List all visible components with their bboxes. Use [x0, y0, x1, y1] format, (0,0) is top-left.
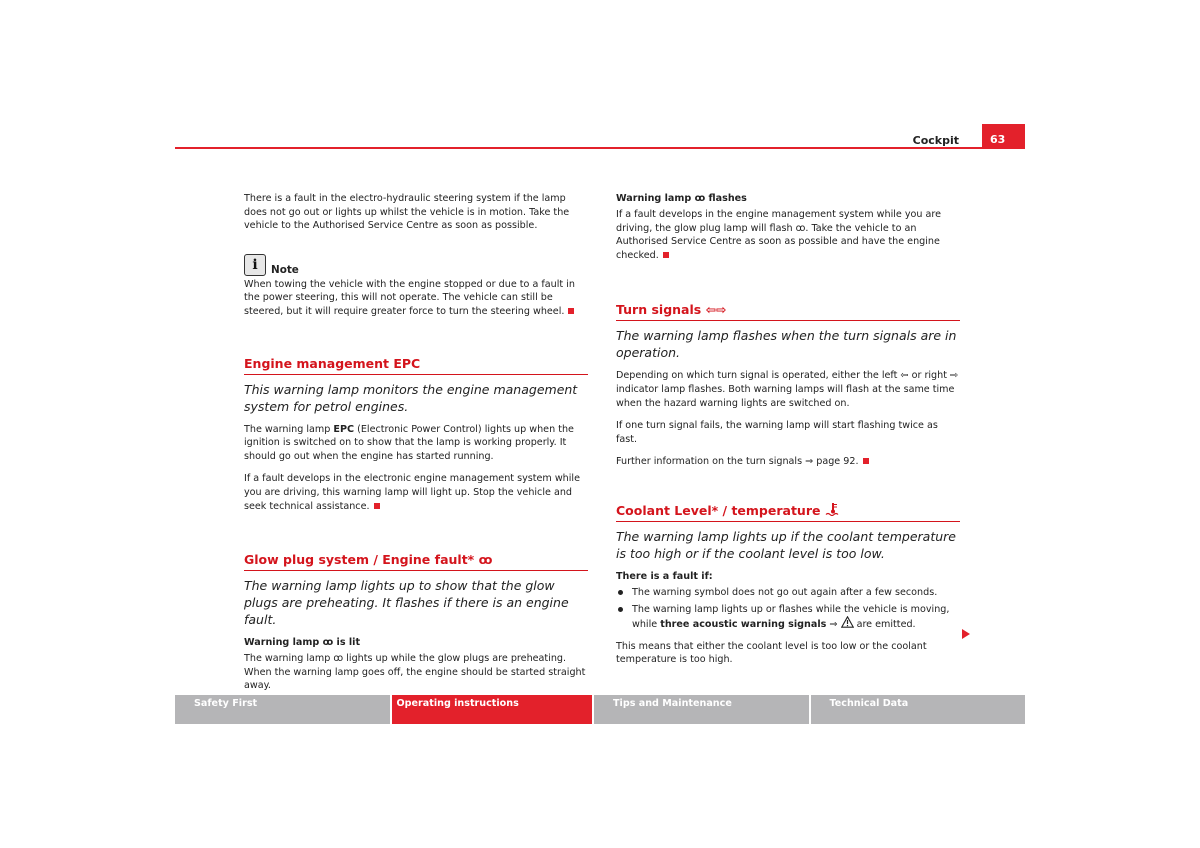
coolant-heading: Coolant Level* / temperature — [616, 502, 960, 522]
glow-lit-subheading: Warning lamp ꝏ is lit — [244, 637, 361, 649]
turn-right-icon: ⇨ — [950, 370, 959, 382]
note-header — [244, 254, 588, 276]
chapter-title: Cockpit — [912, 134, 959, 147]
info-icon: i — [244, 254, 266, 276]
engine-management-heading: Engine management EPC — [244, 356, 588, 375]
note-paragraph: When towing the vehicle with the engine stopped or due to a fault in the power steering, this will not operate. The vehicle can still be steered, but it will require greater force to turn the steering wheel. — [244, 278, 575, 317]
footer-tabs — [175, 695, 1025, 724]
turn-signals-paragraph: Depending on which turn signal is operated, either the left ⇦ or right ⇨ indicator lamp flashes. Both warning lamps will flash at the same time when the hazard warning lights are switched on. — [616, 370, 959, 409]
tab-technical-data[interactable]: Technical Data — [811, 695, 1026, 724]
header-rule — [175, 147, 1025, 149]
tab-tips-and-maintenance[interactable]: Tips and Maintenance — [594, 695, 809, 724]
turn-signals-heading: Turn signals ⇦⇨ — [616, 302, 960, 321]
next-page-arrow-icon — [962, 629, 970, 639]
glow-flash-subheading: Warning lamp ꝏ flashes — [616, 193, 747, 204]
end-marker-icon — [863, 458, 869, 464]
coolant-conclusion: This means that either the coolant level is too low or the coolant temperature is too high. — [616, 640, 927, 666]
turn-left-icon: ⇦ — [705, 302, 717, 318]
right-column — [616, 192, 960, 676]
tab-safety-first[interactable]: Safety First — [175, 695, 390, 724]
glow-plug-intro: The warning lamp lights up to show that the glow plugs are preheating. It flashes if there is an engine fault. — [244, 578, 569, 628]
page-number: 63 — [990, 133, 1006, 146]
engine-management-intro: This warning lamp monitors the engine management system for petrol engines. — [244, 381, 578, 414]
coolant-fault-list — [616, 586, 960, 632]
left-column — [244, 192, 588, 702]
epc-icon: EPC — [333, 423, 355, 435]
glow-plug-icon: ꝏ — [694, 193, 706, 204]
glow-plug-icon: ꝏ — [795, 222, 806, 234]
glow-plug-icon: ꝏ — [333, 653, 344, 665]
warning-triangle-icon — [841, 616, 854, 628]
end-marker-icon — [663, 252, 669, 258]
coolant-temperature-icon — [825, 502, 841, 516]
turn-right-icon: ⇨ — [716, 302, 727, 318]
steering-fault-paragraph: There is a fault in the electro-hydraulic steering system if the lamp does not go out or lights up whilst the vehicle is in motion. Take the vehicle to the Authorised Service Centre as soon as possible. — [244, 193, 570, 232]
end-marker-icon — [568, 308, 574, 314]
glow-plug-icon: ꝏ — [478, 552, 493, 568]
epc-icon: EPC — [393, 355, 421, 371]
turn-left-icon: ⇦ — [900, 370, 909, 382]
list-item: The warning lamp lights up or flashes while the vehicle is moving, while three acoustic warning signals ⇒ are emitted. — [616, 603, 960, 632]
turn-fail-paragraph: If one turn signal fails, the warning lamp will start flashing twice as fast. — [616, 420, 938, 445]
page-number-box — [982, 124, 1025, 149]
epc-paragraph: The warning lamp EPC (Electronic Power Control) lights up when the ignition is switched on to show that the lamp is working properly. It should go out when the engine has started running. — [244, 423, 574, 462]
engine-fault-paragraph: If a fault develops in the electronic engine management system while you are driving, this warning lamp will light up. Stop the vehicle and seek technical assistance. — [244, 473, 580, 512]
turn-further-info: Further information on the turn signals ⇒ page 92. — [616, 455, 960, 469]
list-item: The warning symbol does not go out again after a few seconds. — [616, 586, 960, 600]
glow-flash-paragraph: If a fault develops in the engine management system while you are driving, the glow plug lamp will flash ꝏ. Take the vehicle to an Authorised Service Centre as soon as possible and have the engine checked. — [616, 209, 942, 261]
end-marker-icon — [374, 503, 380, 509]
tab-operating-instructions[interactable]: Operating instructions — [392, 695, 593, 724]
note-label: Note — [271, 263, 299, 276]
glow-plug-heading: Glow plug system / Engine fault* ꝏ — [244, 552, 588, 571]
glow-plug-icon: ꝏ — [322, 637, 334, 649]
coolant-intro: The warning lamp lights up if the coolant temperature is too high or if the coolant level is too low. — [616, 528, 956, 561]
coolant-fault-subheading: There is a fault if: — [616, 570, 713, 582]
glow-lit-paragraph: The warning lamp ꝏ lights up while the glow plugs are preheating. When the warning lamp goes off, the engine should be started straight away. — [244, 653, 586, 692]
turn-signals-intro: The warning lamp flashes when the turn signals are in operation. — [616, 328, 957, 361]
